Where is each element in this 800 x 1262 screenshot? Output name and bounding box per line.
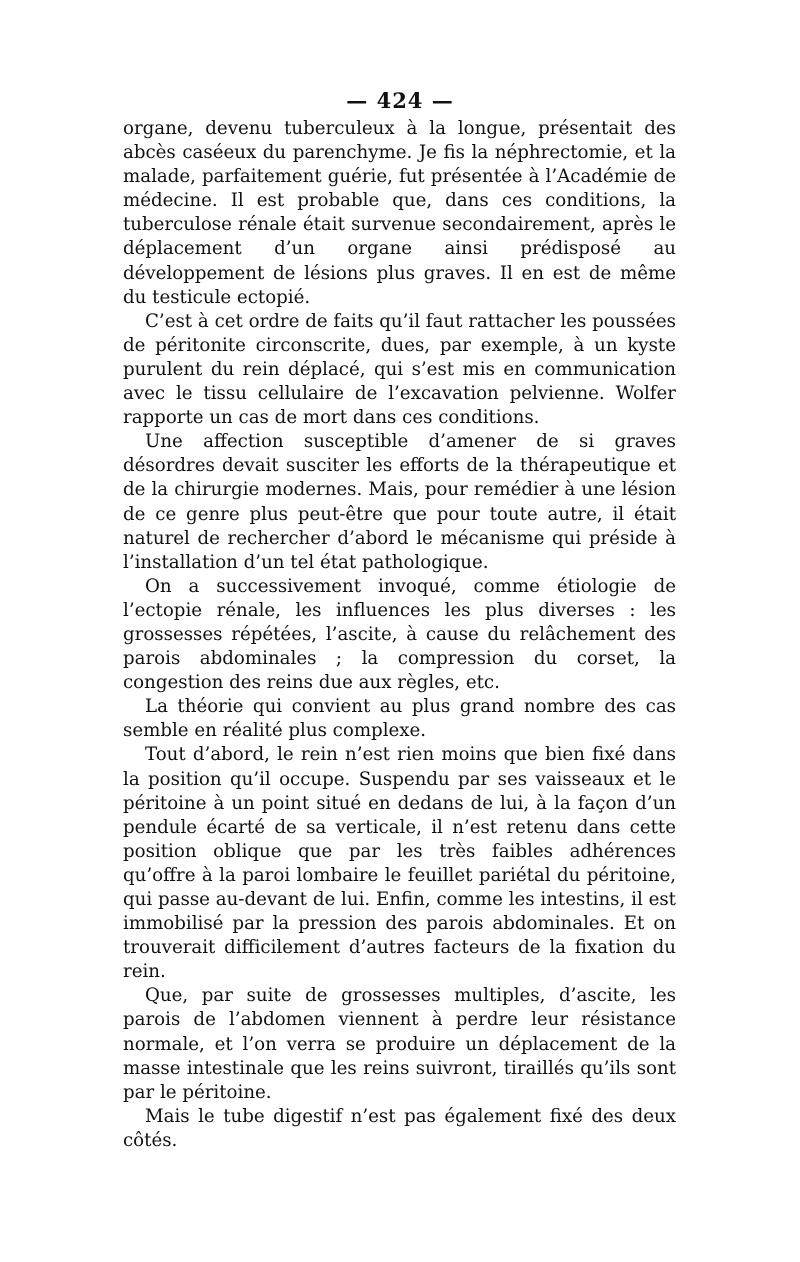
page-number: — 424 — xyxy=(346,88,454,113)
body-text xyxy=(123,117,676,1153)
paragraph-abdomen: Que, par suite de grossesses multiples, d’ascite, les parois de l’abdomen viennent à perdre leur résistance normale, et l’on verra se produire un déplacement de la masse intestinale que les reins suivront, tiraillés qu’ils sont par le péritoine. xyxy=(123,985,676,1103)
paragraph-continued: organe, devenu tuberculeux à la longue, présentait des abcès caséeux du parenchyme. Je fis la néphrectomie, et la malade, parfaitement guérie, fut présentée à l’Académie de médecine. Il est probable que, dans ces conditions, la tuberculose rénale était survenue secondairement, après le déplacement d’un organe ainsi prédisposé au développement de lésions plus graves. Il en est de même du testicule ectopié. xyxy=(123,118,676,308)
paragraph-therapeutics: Une affection susceptible d’amener de si graves désordres devait susciter les efforts de la thérapeutique et de la chirurgie modernes. Mais, pour remédier à une lésion de ce genre plus peut-être que pour toute autre, il était naturel de rechercher d’abord le mécanisme qui préside à l’installation d’un tel état pathologique. xyxy=(123,431,676,573)
paragraph-theory: La théorie qui convient au plus grand nombre des cas semble en réalité plus complexe. xyxy=(123,696,676,742)
paragraph-kidney-fixation: Tout d’abord, le rein n’est rien moins que bien fixé dans la position qu’il occupe. Suspendu par ses vaisseaux et le péritoine à un point situé en dedans de lui, à la façon d’un pendule écarté de sa verticale, il n’est retenu dans cette position oblique que par les très faibles adhérences qu’offre à la paroi lombaire le feuillet pariétal du péritoine, qui passe au-devant de lui. Enfin, comme les intestins, il est immobilisé par la pression des parois abdominales. Et on trouverait difficilement d’autres facteurs de la fixation du rein. xyxy=(123,744,676,983)
paragraph-etiology: On a successivement invoqué, comme étiologie de l’ectopie rénale, les influences les plus diverses : les grossesses répétées, l’ascite, à cause du relâchement des parois abdominales ; la compression du corset, la congestion des reins due aux règles, etc. xyxy=(123,575,676,694)
paragraph-digestive-tube: Mais le tube digestif n’est pas également fixé des deux côtés. xyxy=(123,1105,676,1151)
paragraph-peritonitis: C’est à cet ordre de faits qu’il faut rattacher les poussées de péritonite circonscrite, dues, par exemple, à un kyste purulent du rein déplacé, qui s’est mis en communication avec le tissu cellulaire de l’excavation pelvienne. Wolfer rapporte un cas de mort dans ces conditions. xyxy=(123,310,676,429)
